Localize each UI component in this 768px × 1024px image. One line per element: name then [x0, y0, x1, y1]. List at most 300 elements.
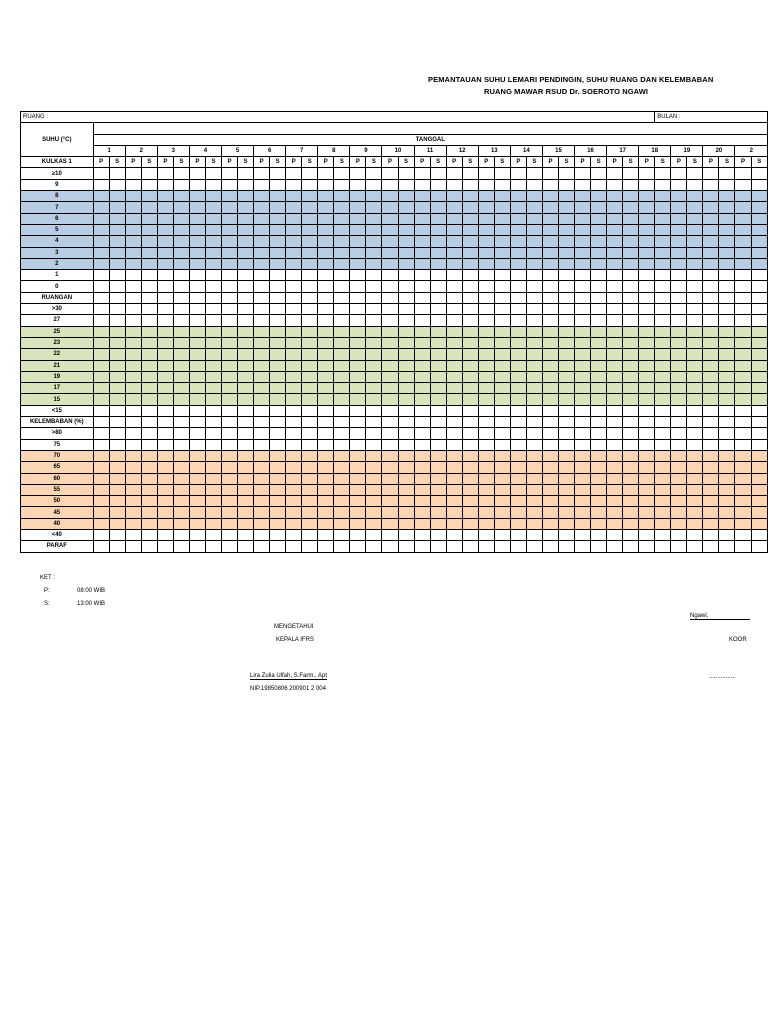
entry-cell [735, 213, 751, 224]
entry-cell [430, 337, 446, 348]
entry-cell [109, 417, 125, 428]
entry-cell [286, 179, 302, 190]
entry-cell [157, 507, 173, 518]
entry-cell [607, 258, 623, 269]
entry-cell [109, 496, 125, 507]
entry-cell [157, 439, 173, 450]
entry-cell [414, 281, 430, 292]
entry-cell [173, 247, 189, 258]
entry-cell [318, 168, 334, 179]
entry-cell [109, 405, 125, 416]
entry-cell [575, 349, 591, 360]
entry-cell [655, 394, 671, 405]
entry-cell [575, 258, 591, 269]
entry-cell [478, 179, 494, 190]
entry-cell [751, 439, 767, 450]
entry-cell [655, 191, 671, 202]
entry-cell [542, 462, 558, 473]
entry-cell [318, 337, 334, 348]
entry-cell [238, 383, 254, 394]
entry-cell [607, 304, 623, 315]
entry-cell [703, 484, 719, 495]
entry-cell [141, 417, 157, 428]
entry-cell [639, 462, 655, 473]
entry-cell [270, 337, 286, 348]
entry-cell [141, 349, 157, 360]
signatory-name: Lira Zulia Ulfah, S.Farm., Apt [250, 673, 328, 679]
entry-cell [430, 417, 446, 428]
entry-cell [494, 304, 510, 315]
entry-cell [542, 304, 558, 315]
entry-cell [430, 213, 446, 224]
entry-cell [270, 270, 286, 281]
entry-cell [751, 371, 767, 382]
entry-cell [591, 247, 607, 258]
entry-cell [607, 168, 623, 179]
entry-cell [270, 507, 286, 518]
entry-cell [350, 529, 366, 540]
entry-cell [462, 450, 478, 461]
entry-cell [542, 191, 558, 202]
entry-cell [575, 507, 591, 518]
entry-cell [238, 179, 254, 190]
entry-cell [318, 360, 334, 371]
entry-cell [334, 371, 350, 382]
entry-cell [446, 315, 462, 326]
row-label: 9 [21, 179, 94, 190]
entry-cell [398, 247, 414, 258]
entry-cell [109, 258, 125, 269]
entry-cell [205, 224, 221, 235]
entry-cell [318, 315, 334, 326]
row-label: 45 [21, 507, 94, 518]
entry-cell [623, 224, 639, 235]
row-label: <40 [21, 529, 94, 540]
entry-cell [270, 360, 286, 371]
entry-cell [607, 224, 623, 235]
entry-cell [189, 394, 205, 405]
entry-cell [510, 394, 526, 405]
entry-cell [141, 258, 157, 269]
day-number: 12 [446, 145, 478, 156]
entry-cell [109, 507, 125, 518]
entry-cell [655, 496, 671, 507]
entry-cell [366, 529, 382, 540]
entry-cell [302, 428, 318, 439]
entry-cell [334, 484, 350, 495]
entry-cell [238, 541, 254, 552]
entry-cell [494, 270, 510, 281]
entry-cell [639, 202, 655, 213]
entry-cell [173, 281, 189, 292]
entry-cell [254, 179, 270, 190]
p-header: P [446, 157, 462, 168]
entry-cell [639, 439, 655, 450]
entry-cell [238, 450, 254, 461]
entry-cell [109, 349, 125, 360]
entry-cell [591, 383, 607, 394]
entry-cell [125, 518, 141, 529]
entry-cell [93, 191, 109, 202]
mengetahui-label: MENGETAHUI [274, 624, 314, 630]
entry-cell [254, 507, 270, 518]
entry-cell [125, 394, 141, 405]
entry-cell [270, 428, 286, 439]
entry-cell [623, 236, 639, 247]
entry-cell [575, 292, 591, 303]
entry-cell [109, 394, 125, 405]
entry-cell [446, 304, 462, 315]
entry-cell [366, 473, 382, 484]
entry-cell [157, 168, 173, 179]
entry-cell [173, 304, 189, 315]
entry-cell [366, 191, 382, 202]
entry-cell [462, 518, 478, 529]
entry-cell [591, 191, 607, 202]
entry-cell [350, 405, 366, 416]
row-label: 25 [21, 326, 94, 337]
entry-cell [655, 462, 671, 473]
entry-cell [671, 326, 687, 337]
entry-cell [494, 349, 510, 360]
entry-cell [671, 473, 687, 484]
entry-cell [575, 462, 591, 473]
entry-cell [494, 360, 510, 371]
entry-cell [510, 281, 526, 292]
entry-cell [382, 281, 398, 292]
ruangan-row [21, 292, 768, 303]
entry-cell [109, 315, 125, 326]
entry-cell [446, 473, 462, 484]
entry-cell [462, 417, 478, 428]
entry-cell [270, 191, 286, 202]
entry-cell [446, 428, 462, 439]
row-label: >80 [21, 428, 94, 439]
entry-cell [591, 529, 607, 540]
entry-cell [719, 507, 735, 518]
entry-cell [221, 258, 237, 269]
entry-cell [687, 450, 703, 461]
day-number: 5 [221, 145, 253, 156]
entry-cell [382, 541, 398, 552]
entry-cell [350, 213, 366, 224]
entry-cell [221, 417, 237, 428]
entry-cell [703, 439, 719, 450]
entry-cell [238, 315, 254, 326]
entry-cell [607, 417, 623, 428]
entry-cell [254, 450, 270, 461]
entry-cell [141, 202, 157, 213]
entry-cell [703, 326, 719, 337]
entry-cell [286, 213, 302, 224]
entry-cell [478, 496, 494, 507]
entry-cell [751, 405, 767, 416]
entry-cell [526, 202, 542, 213]
entry-cell [591, 281, 607, 292]
entry-cell [446, 496, 462, 507]
entry-cell [607, 337, 623, 348]
entry-cell [398, 529, 414, 540]
entry-cell [109, 224, 125, 235]
entry-cell [270, 168, 286, 179]
row-label: 70 [21, 450, 94, 461]
entry-cell [446, 349, 462, 360]
paraf-row [21, 541, 768, 552]
entry-cell [478, 337, 494, 348]
entry-cell [318, 496, 334, 507]
entry-cell [254, 258, 270, 269]
entry-cell [302, 383, 318, 394]
entry-cell [639, 224, 655, 235]
entry-cell [687, 213, 703, 224]
entry-cell [414, 428, 430, 439]
entry-cell [558, 394, 574, 405]
entry-cell [430, 179, 446, 190]
entry-cell [125, 213, 141, 224]
entry-cell [350, 224, 366, 235]
entry-cell [109, 518, 125, 529]
entry-cell [558, 439, 574, 450]
entry-cell [510, 315, 526, 326]
entry-cell [173, 292, 189, 303]
entry-cell [382, 405, 398, 416]
entry-cell [687, 529, 703, 540]
entry-cell [703, 507, 719, 518]
entry-cell [494, 247, 510, 258]
entry-cell [157, 270, 173, 281]
entry-cell [687, 179, 703, 190]
entry-cell [591, 462, 607, 473]
entry-cell [607, 394, 623, 405]
entry-cell [350, 484, 366, 495]
row-label: 65 [21, 462, 94, 473]
entry-cell [687, 371, 703, 382]
entry-cell [286, 304, 302, 315]
entry-cell [446, 462, 462, 473]
entry-cell [575, 191, 591, 202]
entry-cell [189, 360, 205, 371]
entry-cell [478, 360, 494, 371]
entry-cell [238, 507, 254, 518]
entry-cell [526, 450, 542, 461]
entry-cell [238, 224, 254, 235]
entry-cell [655, 315, 671, 326]
entry-cell [719, 315, 735, 326]
entry-cell [302, 360, 318, 371]
entry-cell [430, 224, 446, 235]
entry-cell [430, 360, 446, 371]
entry-cell [334, 405, 350, 416]
entry-cell [93, 405, 109, 416]
entry-cell [575, 439, 591, 450]
entry-cell [414, 462, 430, 473]
entry-cell [478, 258, 494, 269]
entry-cell [173, 450, 189, 461]
entry-cell [173, 428, 189, 439]
entry-cell [671, 315, 687, 326]
entry-cell [398, 450, 414, 461]
entry-cell [302, 315, 318, 326]
kulkas-label: KULKAS 1 [21, 157, 94, 168]
entry-cell [671, 304, 687, 315]
entry-cell [125, 450, 141, 461]
entry-cell [591, 541, 607, 552]
entry-cell [558, 213, 574, 224]
entry-cell [687, 462, 703, 473]
entry-cell [302, 326, 318, 337]
entry-cell [510, 349, 526, 360]
entry-cell [157, 473, 173, 484]
entry-cell [591, 518, 607, 529]
entry-cell [494, 213, 510, 224]
entry-cell [542, 507, 558, 518]
entry-cell [446, 484, 462, 495]
entry-cell [173, 518, 189, 529]
entry-cell [623, 337, 639, 348]
entry-cell [719, 405, 735, 416]
entry-cell [607, 541, 623, 552]
entry-cell [125, 349, 141, 360]
entry-cell [221, 450, 237, 461]
entry-cell [205, 439, 221, 450]
entry-cell [591, 326, 607, 337]
entry-cell [575, 326, 591, 337]
entry-cell [125, 484, 141, 495]
entry-cell [558, 496, 574, 507]
entry-cell [575, 168, 591, 179]
entry-cell [350, 349, 366, 360]
entry-cell [687, 281, 703, 292]
entry-cell [735, 247, 751, 258]
entry-cell [494, 383, 510, 394]
day-row [21, 145, 768, 156]
entry-cell [462, 247, 478, 258]
entry-cell [189, 473, 205, 484]
entry-cell [542, 224, 558, 235]
entry-cell [382, 337, 398, 348]
entry-cell [414, 484, 430, 495]
entry-cell [510, 428, 526, 439]
entry-cell [478, 281, 494, 292]
entry-cell [687, 224, 703, 235]
entry-cell [221, 191, 237, 202]
entry-cell [751, 496, 767, 507]
entry-cell [719, 496, 735, 507]
entry-cell [302, 450, 318, 461]
entry-cell [687, 405, 703, 416]
entry-cell [173, 202, 189, 213]
entry-cell [478, 168, 494, 179]
entry-cell [414, 292, 430, 303]
entry-cell [350, 270, 366, 281]
entry-cell [382, 258, 398, 269]
entry-cell [221, 541, 237, 552]
entry-cell [735, 360, 751, 371]
page-title: PEMANTAUAN SUHU LEMARI PENDINGIN, SUHU RUANG DAN KELEMBABAN [428, 75, 714, 84]
entry-cell [687, 247, 703, 258]
entry-cell [446, 292, 462, 303]
entry-cell [109, 360, 125, 371]
entry-cell [526, 292, 542, 303]
entry-cell [189, 518, 205, 529]
entry-cell [382, 473, 398, 484]
entry-cell [494, 496, 510, 507]
entry-cell [254, 247, 270, 258]
entry-cell [334, 529, 350, 540]
entry-cell [93, 168, 109, 179]
entry-cell [703, 473, 719, 484]
entry-cell [462, 439, 478, 450]
entry-cell [398, 281, 414, 292]
entry-cell [558, 541, 574, 552]
entry-cell [462, 484, 478, 495]
ruangan-row-label: RUANGAN [21, 292, 94, 303]
entry-cell [719, 529, 735, 540]
entry-cell [558, 360, 574, 371]
entry-cell [751, 304, 767, 315]
entry-cell [398, 315, 414, 326]
entry-cell [270, 462, 286, 473]
entry-cell [286, 405, 302, 416]
entry-cell [478, 507, 494, 518]
entry-cell [173, 236, 189, 247]
entry-cell [719, 518, 735, 529]
entry-cell [542, 337, 558, 348]
entry-cell [398, 383, 414, 394]
entry-cell [205, 202, 221, 213]
entry-cell [687, 383, 703, 394]
entry-cell [446, 191, 462, 202]
entry-cell [350, 473, 366, 484]
entry-cell [446, 383, 462, 394]
entry-cell [542, 394, 558, 405]
p-header: P [703, 157, 719, 168]
entry-cell [221, 518, 237, 529]
entry-cell [254, 202, 270, 213]
entry-cell [125, 473, 141, 484]
entry-cell [542, 529, 558, 540]
entry-cell [671, 417, 687, 428]
tanggal-label: TANGGAL [93, 134, 767, 145]
entry-cell [366, 383, 382, 394]
entry-cell [494, 484, 510, 495]
entry-cell [719, 258, 735, 269]
entry-cell [141, 518, 157, 529]
entry-cell [366, 541, 382, 552]
entry-cell [655, 337, 671, 348]
entry-cell [671, 484, 687, 495]
entry-cell [751, 236, 767, 247]
entry-cell [125, 191, 141, 202]
entry-cell [671, 337, 687, 348]
s-header: S [687, 157, 703, 168]
entry-cell [639, 315, 655, 326]
entry-cell [398, 371, 414, 382]
entry-cell [270, 496, 286, 507]
row-label: ≥10 [21, 168, 94, 179]
entry-cell [446, 168, 462, 179]
entry-cell [655, 484, 671, 495]
entry-cell [350, 383, 366, 394]
entry-cell [189, 484, 205, 495]
entry-cell [703, 450, 719, 461]
entry-cell [254, 292, 270, 303]
entry-cell [254, 405, 270, 416]
entry-cell [238, 258, 254, 269]
entry-cell [254, 337, 270, 348]
day-number: 18 [639, 145, 671, 156]
entry-cell [751, 168, 767, 179]
